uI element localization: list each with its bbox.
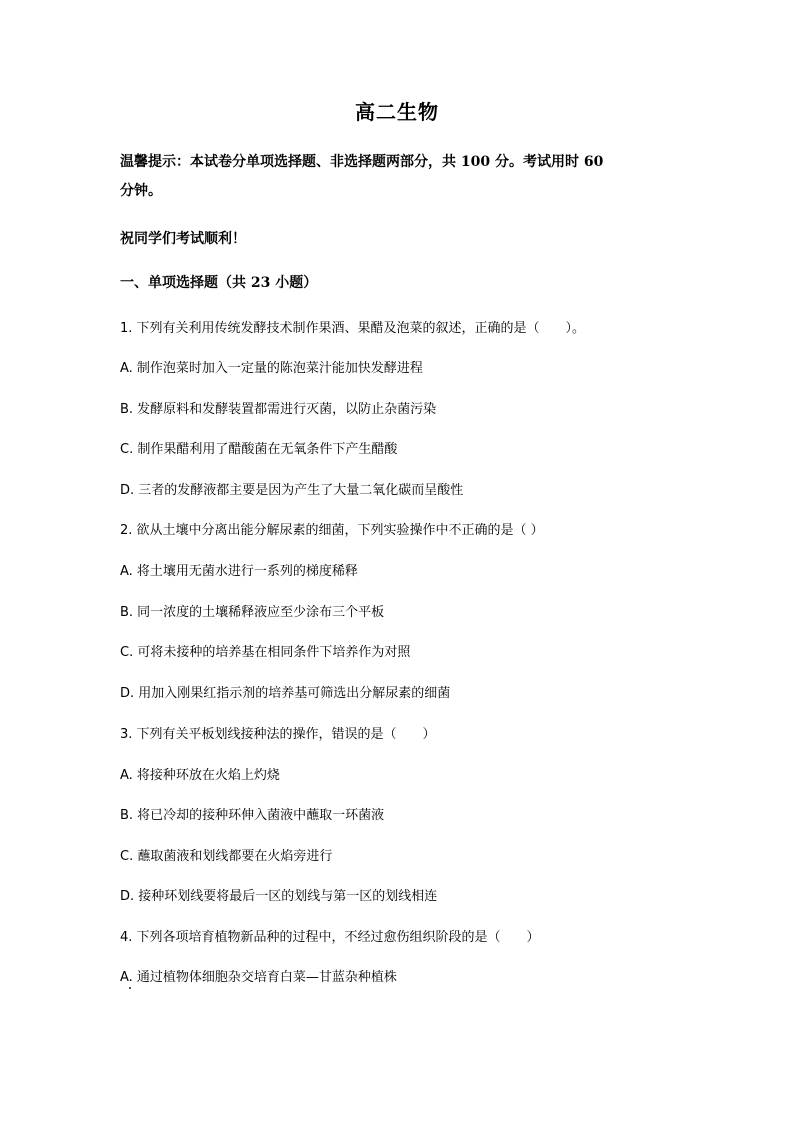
question-2-option-c: C. 可将未接种的培养基在相同条件下培养作为对照: [120, 645, 411, 660]
question-2-option-a: A. 将土壤用无菌水进行一系列的梯度稀释: [120, 564, 358, 579]
question-3-option-a: A. 将接种环放在火焰上灼烧: [120, 768, 280, 783]
notice-line-1: 温馨提示：本试卷分单项选择题、非选择题两部分，共 100 分。考试用时 60: [120, 154, 604, 170]
notice-line-2: 分钟。: [120, 183, 162, 199]
question-2-stem: 2. 欲从土壤中分离出能分解尿素的细菌，下列实验操作中不正确的是（ ）: [120, 523, 544, 538]
question-3-stem: 3. 下列有关平板划线接种法的操作，错误的是（ ）: [120, 727, 436, 742]
question-2-option-d: D. 用加入刚果红指示剂的培养基可筛选出分解尿素的细菌: [120, 686, 451, 701]
question-1-option-a: A. 制作泡菜时加入一定量的陈泡菜汁能加快发酵进程: [120, 361, 423, 376]
question-2-option-b: B. 同一浓度的土壤稀释液应至少涂布三个平板: [120, 605, 385, 620]
question-1-option-b: B. 发酵原料和发酵装置都需进行灭菌，以防止杂菌污染: [120, 402, 437, 417]
exam-notice: [120, 148, 680, 206]
question-1-stem: 1. 下列有关利用传统发酵技术制作果酒、果醋及泡菜的叙述，正确的是（ ）。: [120, 321, 586, 336]
question-4-option-a: A. 通过植物体细胞杂交培育白菜—甘蓝杂种植株: [120, 970, 397, 985]
question-3-option-b: B. 将已冷却的接种环伸入菌液中蘸取一环菌液: [120, 808, 385, 823]
question-3-option-d: D. 接种环划线要将最后一区的划线与第一区的划线相连: [120, 889, 438, 904]
question-4-stem: 4. 下列各项培育植物新品种的过程中，不经过愈伤组织阶段的是（ ）: [120, 930, 540, 945]
question-1-option-d: D. 三者的发酵液都主要是因为产生了大量二氧化碳而呈酸性: [120, 483, 464, 498]
question-3-option-c: C. 蘸取菌液和划线都要在火焰旁进行: [120, 849, 333, 864]
page-title: 高二生物: [355, 100, 439, 124]
section-heading: 一、单项选择题（共 23 小题）: [120, 275, 318, 291]
question-1-option-c: C. 制作果醋利用了醋酸菌在无氧条件下产生醋酸: [120, 442, 398, 457]
good-luck-message: 祝同学们考试顺利！: [120, 231, 246, 247]
stray-mark: [129, 987, 131, 989]
